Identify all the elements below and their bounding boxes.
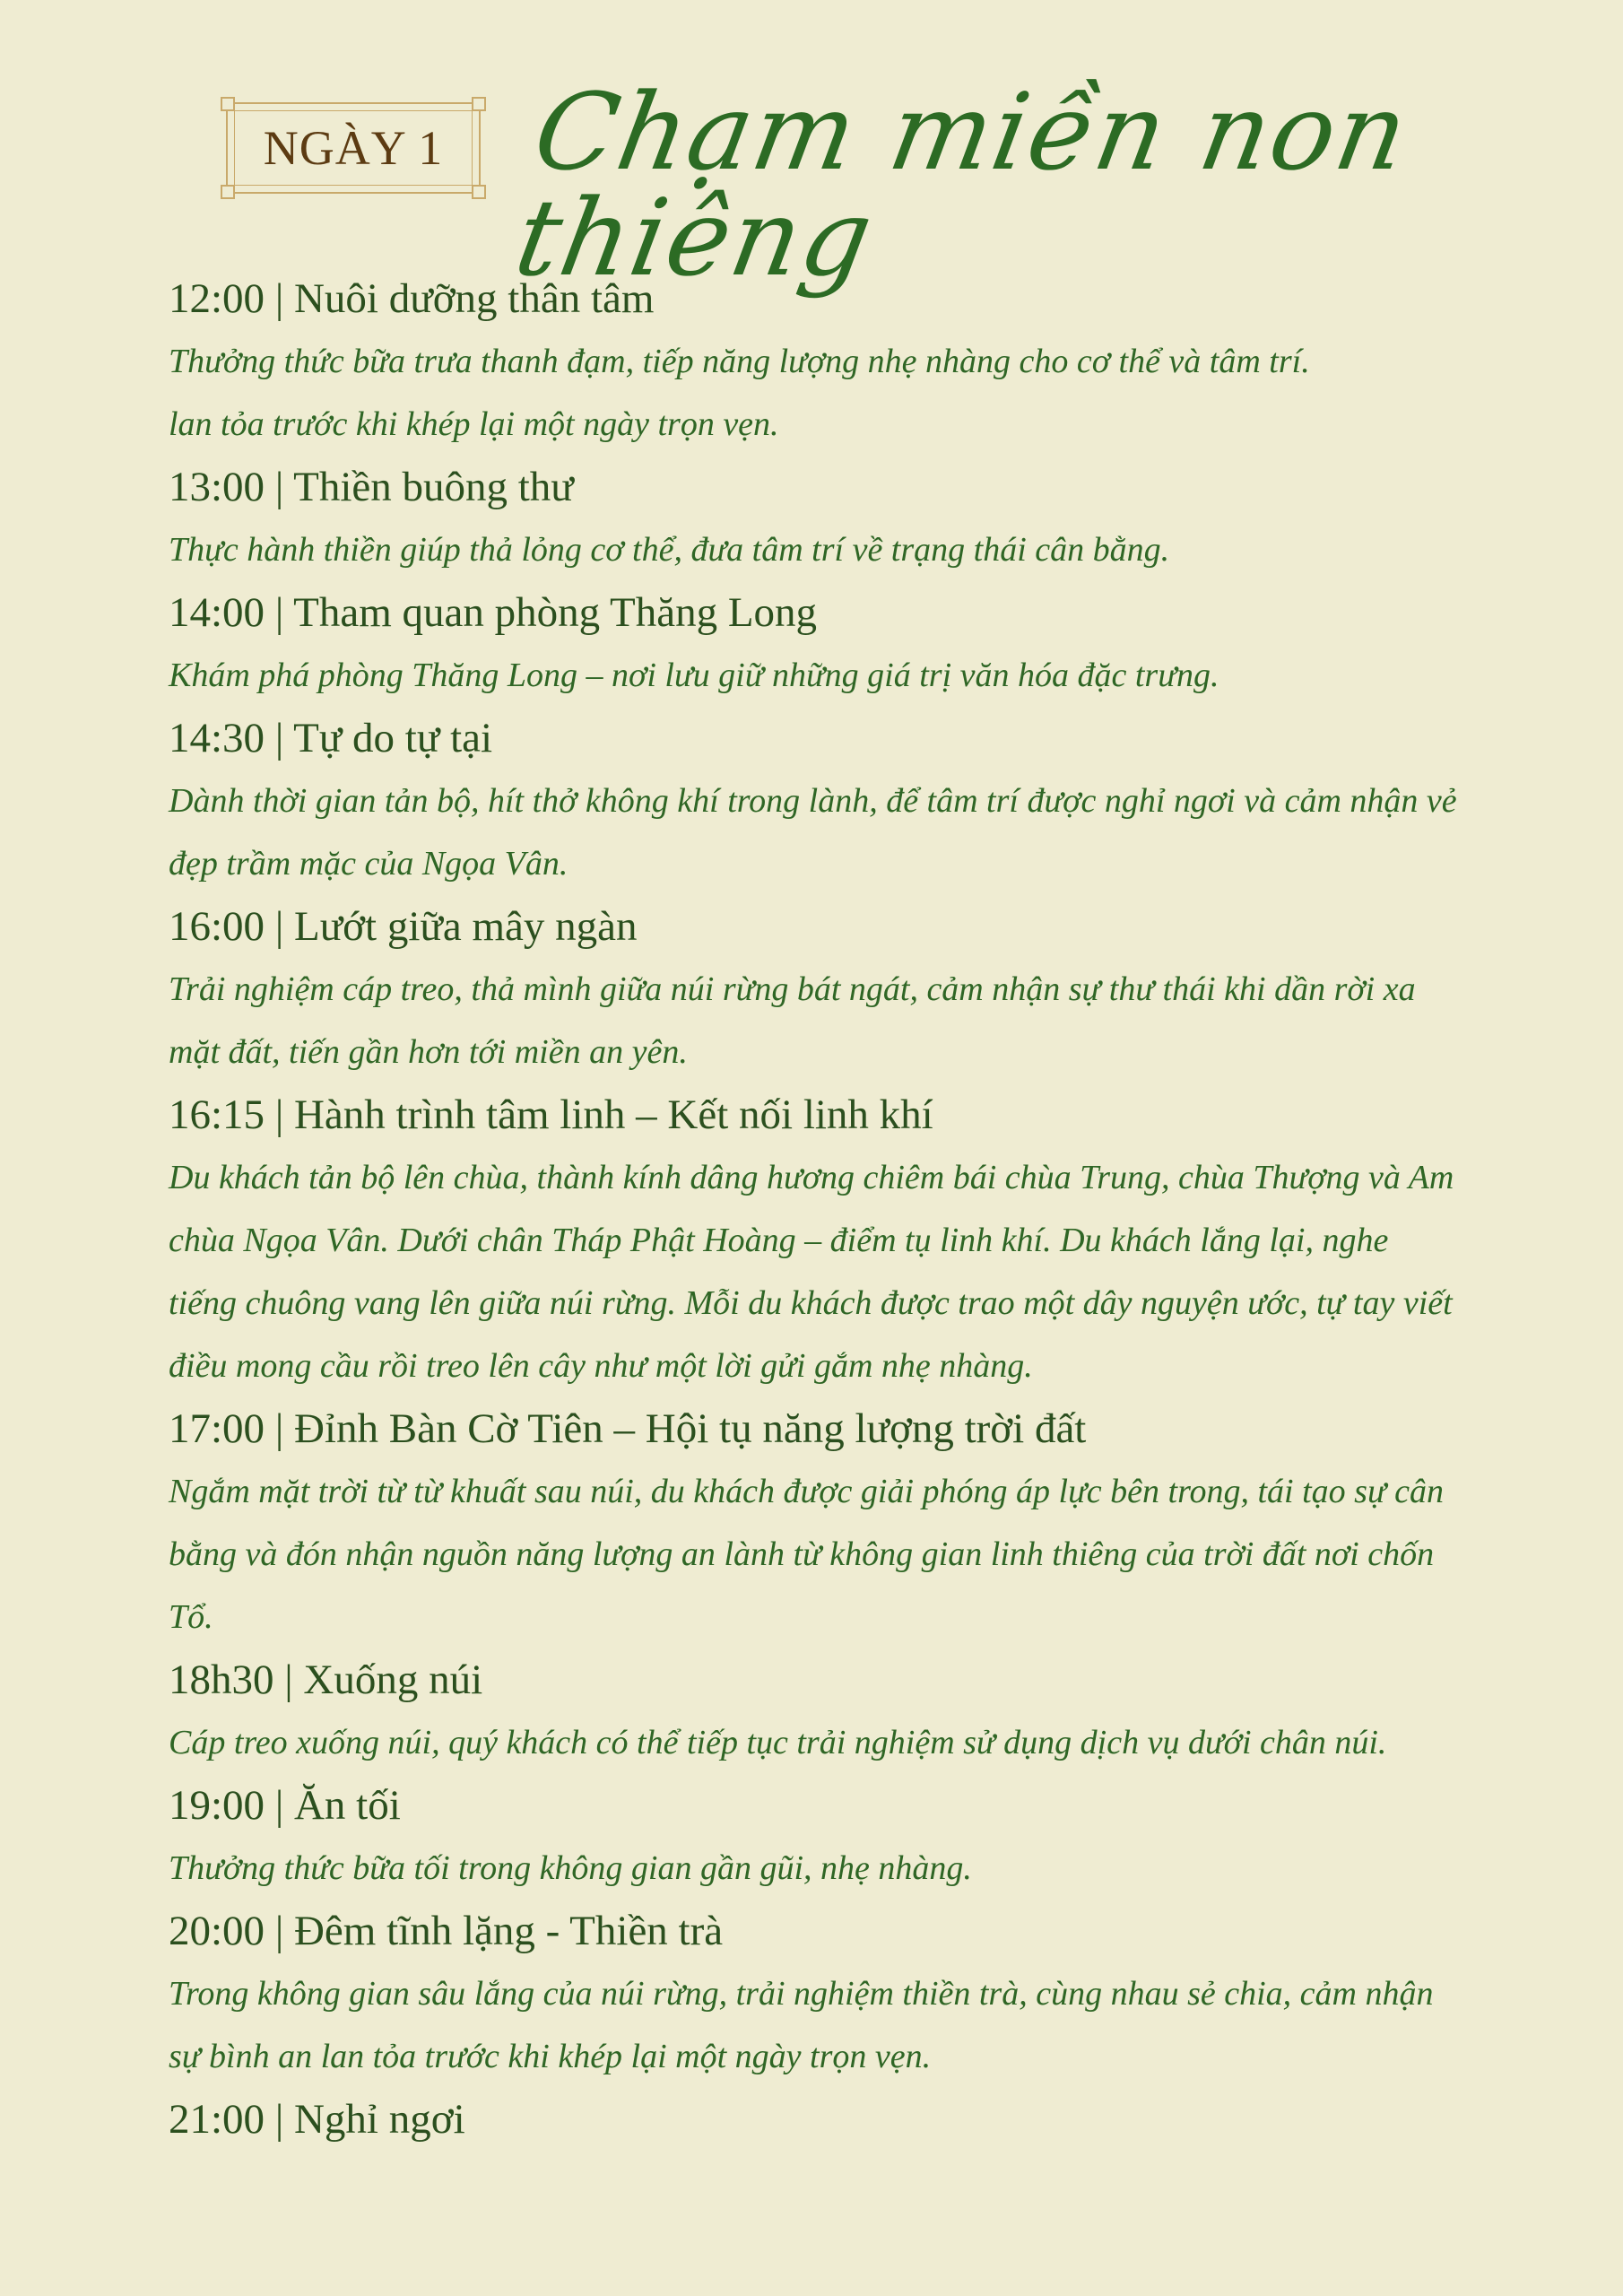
entry-title: Nuôi dưỡng thân tâm xyxy=(293,275,655,322)
entry-time: 16:00 xyxy=(169,903,265,950)
entry-description xyxy=(169,644,1460,707)
page-title: Chạm miền non thiêng xyxy=(507,70,1419,300)
entry-description xyxy=(169,1962,1460,2088)
entry-title: Tự do tự tại xyxy=(293,715,493,761)
entry-title: Nghỉ ngơi xyxy=(293,2096,465,2143)
schedule-entry xyxy=(169,707,1460,895)
description-line: Du khách tản bộ lên chùa, thành kính dâng hương chiêm bái chùa Trung, chùa Thượng và Am xyxy=(169,1159,1454,1196)
description-line: Ngắm mặt trời từ từ khuất sau núi, du khách được giải phóng áp lực bên trong, tái tạo sự cân xyxy=(169,1473,1445,1510)
schedule-entry xyxy=(169,1397,1460,1648)
entry-description xyxy=(169,330,1460,456)
description-line: mặt đất, tiến gần hơn tới miền an yên. xyxy=(169,1033,688,1071)
description-line: sự bình an lan tỏa trước khi khép lại một ngày trọn vẹn. xyxy=(169,2038,932,2075)
entry-time: 20:00 xyxy=(169,1908,265,1954)
badge-corner-ornament xyxy=(472,185,486,199)
description-line: lan tỏa trước khi khép lại một ngày trọn vẹn. xyxy=(169,405,779,443)
entry-heading xyxy=(169,707,1460,770)
time-separator: | xyxy=(265,903,294,950)
schedule-entry xyxy=(169,1900,1460,2088)
entry-time: 18h30 xyxy=(169,1657,274,1703)
entry-time: 19:00 xyxy=(169,1782,265,1829)
entry-time: 14:30 xyxy=(169,715,265,761)
entry-heading xyxy=(169,1648,1460,1711)
time-separator: | xyxy=(265,1782,294,1829)
description-line: đẹp trầm mặc của Ngọa Vân. xyxy=(169,845,568,883)
schedule-entry xyxy=(169,2088,1460,2151)
time-separator: | xyxy=(265,715,294,761)
description-line: Thực hành thiền giúp thả lỏng cơ thể, đưa tâm trí về trạng thái cân bằng. xyxy=(169,531,1170,569)
description-line: Trong không gian sâu lắng của núi rừng, trải nghiệm thiền trà, cùng nhau sẻ chia, cảm nhận xyxy=(169,1975,1434,2013)
entry-description xyxy=(169,958,1460,1083)
entry-description xyxy=(169,770,1460,895)
entry-description xyxy=(169,1711,1460,1774)
day-label: NGÀY 1 xyxy=(263,121,444,175)
description-line: Thưởng thức bữa trưa thanh đạm, tiếp năng lượng nhẹ nhàng cho cơ thể và tâm trí. xyxy=(169,343,1310,380)
time-separator: | xyxy=(265,2096,294,2143)
description-line: điều mong cầu rồi treo lên cây như một lời gửi gắm nhẹ nhàng. xyxy=(169,1347,1033,1385)
entry-heading xyxy=(169,267,1460,330)
description-line: Trải nghiệm cáp treo, thả mình giữa núi rừng bát ngát, cảm nhận sự thư thái khi dần rời xa xyxy=(169,970,1416,1008)
entry-time: 13:00 xyxy=(169,464,265,510)
schedule-entry xyxy=(169,581,1460,707)
entry-time: 21:00 xyxy=(169,2096,265,2143)
entry-heading xyxy=(169,895,1460,958)
entry-title: Thiền buông thư xyxy=(293,464,574,510)
entry-description xyxy=(169,518,1460,581)
description-line: Cáp treo xuống núi, quý khách có thể tiếp tục trải nghiệm sử dụng dịch vụ dưới chân núi. xyxy=(169,1724,1387,1761)
entry-title: Hành trình tâm linh – Kết nối linh khí xyxy=(293,1091,933,1138)
entry-heading xyxy=(169,1083,1460,1146)
description-line: bằng và đón nhận nguồn năng lượng an lành từ không gian linh thiêng của trời đất nơi chốn xyxy=(169,1535,1435,1573)
entry-description xyxy=(169,1460,1460,1648)
time-separator: | xyxy=(265,1091,294,1138)
entry-time: 14:00 xyxy=(169,589,265,636)
time-separator: | xyxy=(273,1657,304,1703)
entry-heading xyxy=(169,581,1460,644)
entry-heading xyxy=(169,2088,1460,2151)
schedule-entry xyxy=(169,267,1460,456)
entry-time: 17:00 xyxy=(169,1405,265,1452)
description-line: chùa Ngọa Vân. Dưới chân Tháp Phật Hoàng – điểm tụ linh khí. Du khách lắng lại, nghe xyxy=(169,1222,1389,1259)
time-separator: | xyxy=(265,589,294,636)
time-separator: | xyxy=(265,464,294,510)
entry-description xyxy=(169,1837,1460,1900)
entry-time: 12:00 xyxy=(169,275,265,322)
entry-heading xyxy=(169,456,1460,518)
description-line: Tổ. xyxy=(169,1598,213,1636)
time-separator: | xyxy=(265,1908,294,1954)
badge-corner-ornament xyxy=(472,97,486,111)
entry-heading xyxy=(169,1900,1460,1962)
entry-title: Đỉnh Bàn Cờ Tiên – Hội tụ năng lượng trời đất xyxy=(293,1405,1087,1452)
entry-heading xyxy=(169,1774,1460,1837)
schedule-entry xyxy=(169,456,1460,581)
entry-title: Đêm tĩnh lặng - Thiền trà xyxy=(293,1908,724,1954)
entry-title: Tham quan phòng Thăng Long xyxy=(293,589,818,636)
schedule-entry xyxy=(169,1083,1460,1397)
description-line: Thưởng thức bữa tối trong không gian gần gũi, nhẹ nhàng. xyxy=(169,1849,972,1887)
day-badge xyxy=(226,102,481,194)
schedule-entry xyxy=(169,895,1460,1083)
schedule-list xyxy=(169,267,1460,2151)
entry-title: Lướt giữa mây ngàn xyxy=(293,903,638,950)
description-line: tiếng chuông vang lên giữa núi rừng. Mỗi du khách được trao một dây nguyện ước, tự tay viết xyxy=(169,1284,1453,1322)
badge-corner-ornament xyxy=(221,185,235,199)
entry-title: Xuống núi xyxy=(303,1657,483,1703)
schedule-entry xyxy=(169,1774,1460,1900)
schedule-entry xyxy=(169,1648,1460,1774)
time-separator: | xyxy=(265,1405,294,1452)
entry-title: Ăn tối xyxy=(293,1782,401,1829)
entry-description xyxy=(169,1146,1460,1397)
entry-heading xyxy=(169,1397,1460,1460)
time-separator: | xyxy=(265,275,294,322)
description-line: Khám phá phòng Thăng Long – nơi lưu giữ những giá trị văn hóa đặc trưng. xyxy=(169,657,1219,694)
entry-time: 16:15 xyxy=(169,1091,265,1138)
badge-corner-ornament xyxy=(221,97,235,111)
description-line: Dành thời gian tản bộ, hít thở không khí trong lành, để tâm trí được nghỉ ngơi và cảm nhận vẻ xyxy=(169,782,1457,820)
